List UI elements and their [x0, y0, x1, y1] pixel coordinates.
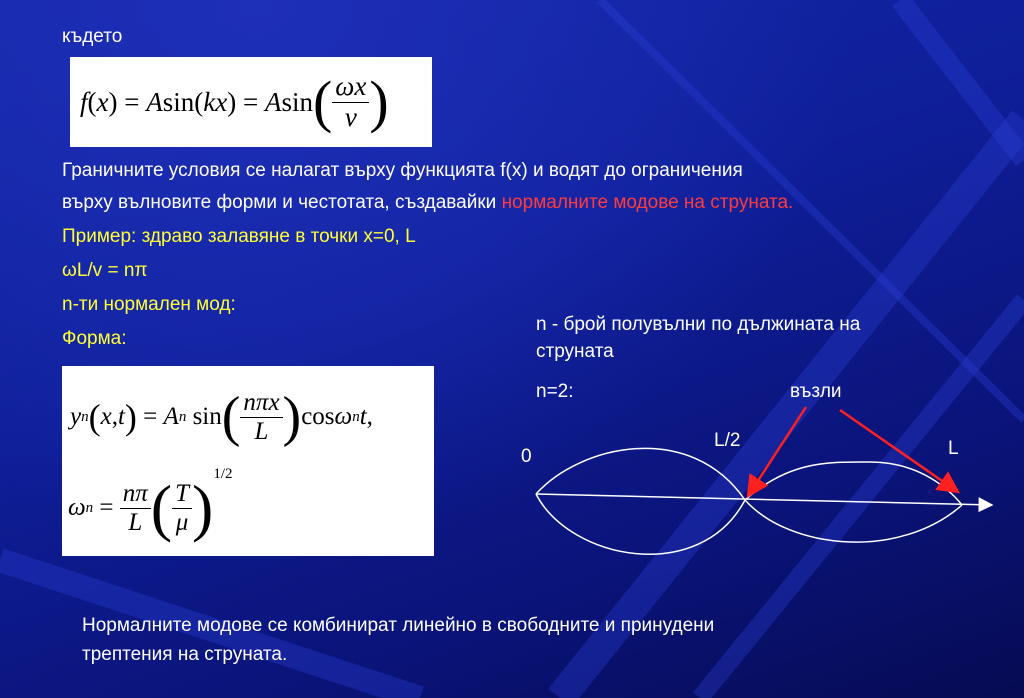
para-line-2-red: нормалните модове на струната. — [501, 192, 794, 213]
formula-omega-row: ω n = $\frac{n\pi}{L}$ ( $\frac{T}{\mu}$ ) $^{1/2}$ — [68, 466, 233, 543]
note-line-1: n - брой полувълни по дължината на — [536, 314, 861, 335]
formula-yn-row: y n ( x , t ) = A n sin ( $\frac{\text{nπx}}{L}$ ) cos ω n t , — [70, 386, 373, 448]
formula-sin: sin — [162, 86, 195, 117]
formula2-n-sub3: n — [352, 408, 360, 425]
formula2-n2: n — [122, 480, 136, 507]
para-line-6: Форма: — [62, 328, 127, 349]
formula-x: x — [96, 86, 109, 117]
formula2-n-sub2: n — [178, 408, 187, 425]
formula2-n-sub4: n — [85, 499, 94, 516]
note-line-2: струната — [536, 341, 614, 362]
formula2-omega2: ω — [68, 494, 86, 521]
formula-x2: x — [215, 86, 228, 117]
heading-text: където — [62, 26, 123, 47]
para-line-4: ωL/v = nπ — [62, 260, 148, 281]
formula2-L2: L — [128, 508, 143, 536]
para-line-1: Граничните условия се налагат върху функцията f(x) и водят до ограничения — [62, 160, 743, 181]
formula2-sin: sin — [192, 403, 222, 430]
formula2-pi: π — [255, 389, 269, 416]
nodes-label: възли — [790, 381, 842, 402]
footer-line-2: трептения на струната. — [82, 644, 288, 665]
formula2-x2: x — [268, 389, 280, 416]
formula-eq: = — [124, 86, 140, 117]
formula2-t2: t — [359, 403, 367, 430]
formula-A: A — [146, 86, 163, 117]
para-line-2-white: върху вълновите форми и честотата, създавайки — [62, 192, 502, 213]
zero-label: 0 — [521, 446, 532, 467]
node-arrow-end — [840, 410, 958, 492]
node-arrow-middle — [748, 407, 806, 496]
para-line-5: n-ти нормален мод: — [62, 294, 236, 315]
formula2-A: A — [163, 403, 179, 430]
formula2-x: x — [100, 403, 112, 430]
formula-A2: A — [264, 86, 282, 117]
formula2-cos: cos — [301, 403, 335, 430]
formula2-exponent: 1/2 — [213, 466, 233, 482]
formula-x3: x — [354, 70, 367, 101]
formula2-pi2: π — [135, 480, 148, 507]
length-label: L — [948, 438, 959, 459]
x-axis-arrow — [536, 494, 992, 505]
formula-k: k — [203, 86, 216, 117]
para-line-3: Пример: здраво залавяне в точки x=0, L — [62, 226, 416, 247]
formula2-T: T — [172, 480, 192, 509]
formula-sin2: sin — [281, 86, 313, 117]
formula-omega: ω — [335, 70, 355, 101]
formula2-L: L — [254, 417, 269, 445]
formula2-n-sub: n — [81, 408, 89, 425]
formula2-y: y — [70, 403, 82, 430]
formula-f: f — [80, 86, 88, 117]
n-equals-label: n=2: — [536, 381, 574, 402]
formula-wave-function: f ( x ) = A sin ( k x ) = A sin ( $\frac{\omega x}{v}$ ) — [70, 57, 432, 147]
formula2-mu: μ — [175, 508, 189, 536]
formula-v: v — [344, 101, 357, 132]
half-length-label: L/2 — [714, 430, 741, 451]
formula2-t: t — [117, 403, 125, 430]
formula2-omega: ω — [334, 403, 353, 430]
footer-line-1: Нормалните модове се комбинират линейно в свободните и принудени — [82, 615, 715, 636]
formula-eq2: = — [242, 86, 259, 117]
formula2-n: n — [243, 389, 256, 416]
